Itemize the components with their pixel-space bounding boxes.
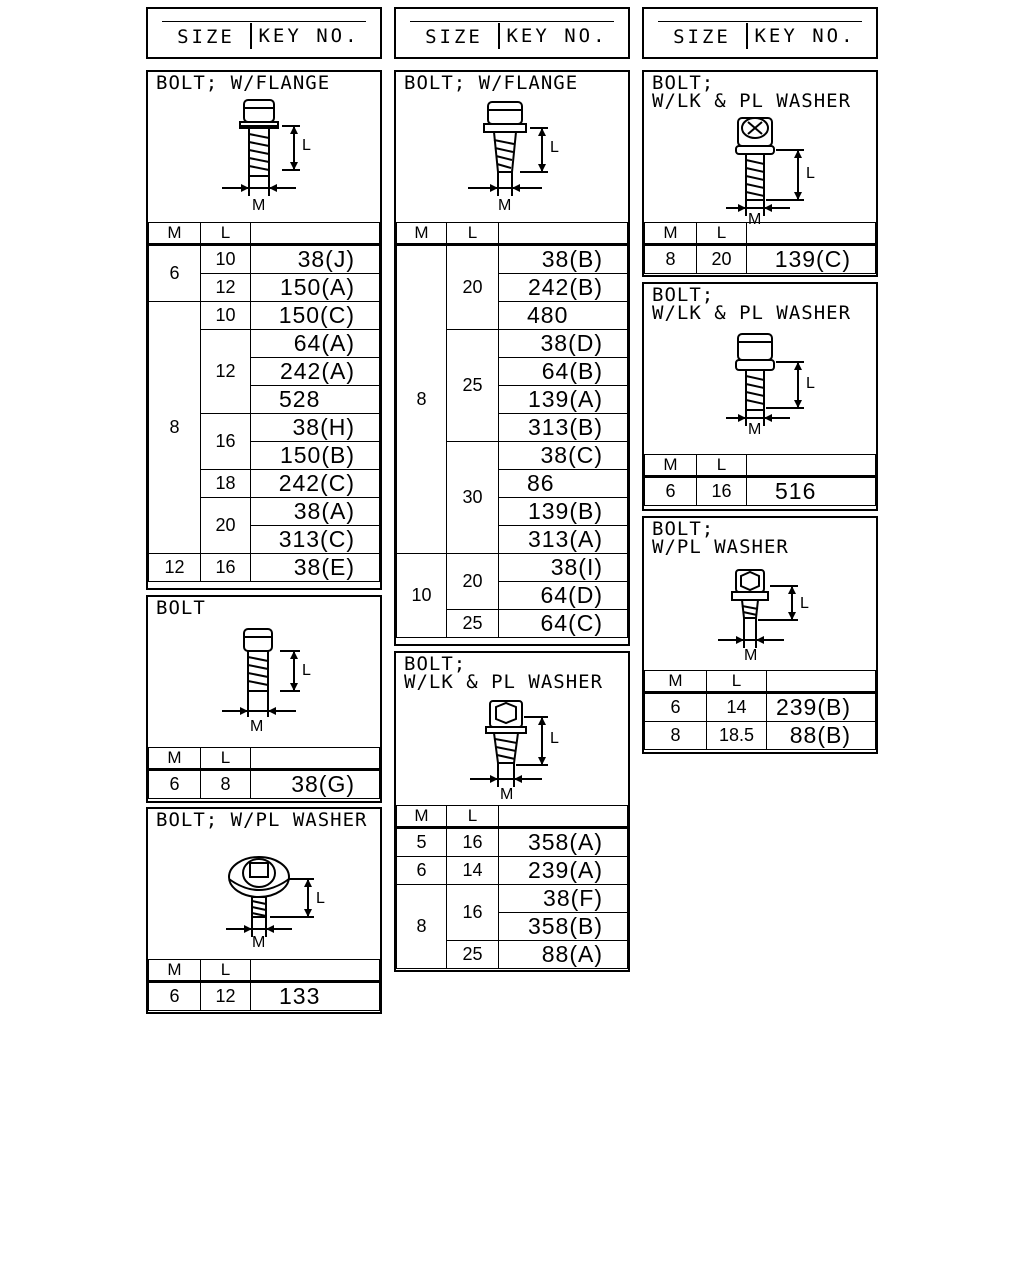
section-title: BOLT; W/LK & PL WASHER [652, 284, 852, 324]
dim-l-label: L [316, 890, 325, 907]
cell-key-no: 133 [251, 982, 380, 1011]
spec-table [396, 222, 628, 638]
cell-l: 14 [447, 857, 499, 885]
dim-m-label: M [252, 934, 266, 951]
col-key-header [251, 223, 380, 245]
dim-l-label: L [806, 165, 815, 182]
section-title: BOLT; W/FLANGE [404, 72, 579, 94]
cell-l: 14 [707, 693, 767, 722]
col-key-header [499, 223, 628, 245]
cell-m: 8 [397, 245, 447, 554]
section-title: BOLT; W/PL WASHER [156, 809, 368, 831]
section-title: BOLT; W/FLANGE [156, 72, 331, 94]
key-no-header: KEY NO. [506, 25, 608, 47]
cell-m: 6 [645, 693, 707, 722]
bolt-flange-figure [214, 98, 324, 214]
spec-table [148, 959, 380, 1011]
col-key-header [747, 223, 876, 245]
bolt-pl-washer-figure [714, 566, 824, 666]
col-m-header: M [149, 223, 201, 245]
cell-l: 16 [697, 477, 747, 506]
cell-key-no: 64(B) [499, 358, 628, 386]
dim-l-label: L [806, 375, 815, 392]
col-l-header: L [201, 748, 251, 770]
cell-key-no: 64(A) [251, 330, 380, 358]
cell-key-no: 150(C) [251, 302, 380, 330]
cell-l: 20 [447, 245, 499, 330]
cell-l: 20 [201, 498, 251, 554]
cell-key-no: 150(A) [251, 274, 380, 302]
cell-key-no: 239(B) [767, 693, 876, 722]
dim-l-label: L [302, 662, 311, 679]
cell-key-no: 139(C) [747, 245, 876, 274]
cell-key-no: 38(A) [251, 498, 380, 526]
cell-key-no: 38(H) [251, 414, 380, 442]
cell-l: 18.5 [707, 722, 767, 750]
spec-table [148, 222, 380, 582]
cell-l: 16 [201, 414, 251, 470]
cell-key-no: 86 [499, 470, 628, 498]
cell-key-no: 88(B) [767, 722, 876, 750]
cell-m: 8 [645, 722, 707, 750]
cell-m: 10 [397, 554, 447, 638]
section-bolt [146, 595, 382, 803]
cell-key-no: 64(D) [499, 582, 628, 610]
size-header: SIZE [410, 23, 500, 49]
col-key-header [499, 806, 628, 828]
col-l-header: L [201, 223, 251, 245]
col-key-header [747, 455, 876, 477]
dim-l-label: L [302, 137, 311, 154]
cell-key-no: 150(B) [251, 442, 380, 470]
dim-l-label: L [800, 595, 809, 612]
cell-l: 12 [201, 330, 251, 414]
bolt-figure [214, 625, 324, 735]
col-m-header: M [149, 748, 201, 770]
spec-table [644, 454, 876, 506]
spec-table [644, 222, 876, 274]
cell-key-no: 38(C) [499, 442, 628, 470]
col-m-header: M [397, 806, 447, 828]
spec-table [396, 805, 628, 969]
cell-l: 25 [447, 610, 499, 638]
dim-m-label: M [748, 421, 762, 438]
section-bolt-flange-a [146, 70, 382, 590]
cell-key-no: 38(E) [251, 554, 380, 582]
cell-key-no: 38(I) [499, 554, 628, 582]
cell-m: 12 [149, 554, 201, 582]
section-title: BOLT; W/LK & PL WASHER [652, 72, 852, 112]
cell-l: 10 [201, 302, 251, 330]
cell-key-no: 516 [747, 477, 876, 506]
cell-l: 25 [447, 330, 499, 442]
col-m-header: M [397, 223, 447, 245]
cell-key-no: 313(A) [499, 526, 628, 554]
col-l-header: L [447, 223, 499, 245]
col-key-header [251, 748, 380, 770]
section-title: BOLT; W/PL WASHER [652, 518, 789, 558]
cell-l: 16 [447, 885, 499, 941]
section-bolt-pl-washer-a [146, 807, 382, 1014]
section-bolt-pl-washer-c [642, 516, 878, 754]
cell-key-no: 528 [251, 386, 380, 414]
cell-l: 25 [447, 941, 499, 969]
cell-key-no: 38(G) [251, 770, 380, 799]
cell-l: 20 [697, 245, 747, 274]
cell-key-no: 139(A) [499, 386, 628, 414]
cell-m: 8 [645, 245, 697, 274]
cell-key-no: 64(C) [499, 610, 628, 638]
section-bolt-lk-pl-washer-c1 [642, 70, 878, 277]
bolt-lk-pl-washer-figure [724, 114, 834, 226]
col-l-header: L [697, 455, 747, 477]
size-header: SIZE [658, 23, 748, 49]
col-l-header: L [697, 223, 747, 245]
cell-m: 6 [149, 770, 201, 799]
key-no-header: KEY NO. [754, 25, 856, 47]
col-m-header: M [645, 455, 697, 477]
bolt-flange-figure [462, 98, 572, 214]
cell-key-no: 242(B) [499, 274, 628, 302]
dim-m-label: M [744, 647, 758, 664]
spec-table [644, 670, 876, 750]
cell-key-no: 38(D) [499, 330, 628, 358]
cell-l: 20 [447, 554, 499, 610]
col-key-header [251, 960, 380, 982]
cell-key-no: 313(B) [499, 414, 628, 442]
cell-key-no: 38(F) [499, 885, 628, 913]
cell-l: 10 [201, 245, 251, 274]
cell-l: 16 [201, 554, 251, 582]
cell-m: 5 [397, 828, 447, 857]
cell-key-no: 242(C) [251, 470, 380, 498]
size-header: SIZE [162, 23, 252, 49]
col-l-header: L [707, 671, 767, 693]
col-l-header: L [447, 806, 499, 828]
key-no-header: KEY NO. [258, 25, 360, 47]
dim-m-label: M [500, 786, 514, 803]
col-m-header: M [645, 671, 707, 693]
cell-l: 18 [201, 470, 251, 498]
spec-table [148, 747, 380, 799]
cell-key-no: 242(A) [251, 358, 380, 386]
col-m-header: M [645, 223, 697, 245]
cell-key-no: 313(C) [251, 526, 380, 554]
dim-l-label: L [550, 139, 559, 156]
dim-l-label: L [550, 730, 559, 747]
bolt-pl-washer-figure [214, 849, 334, 953]
cell-key-no: 38(B) [499, 245, 628, 274]
dim-m-label: M [498, 197, 512, 214]
cell-m: 6 [645, 477, 697, 506]
col-m-header: M [149, 960, 201, 982]
cell-key-no: 480 [499, 302, 628, 330]
cell-l: 12 [201, 982, 251, 1011]
dim-m-label: M [748, 211, 762, 226]
cell-key-no: 358(A) [499, 828, 628, 857]
section-bolt-flange-b [394, 70, 630, 646]
cell-m: 6 [397, 857, 447, 885]
cell-m: 6 [149, 982, 201, 1011]
section-title: BOLT [156, 597, 206, 619]
header-col-3 [642, 7, 878, 59]
cell-key-no: 38(J) [251, 245, 380, 274]
col-key-header [767, 671, 876, 693]
dim-m-label: M [252, 197, 266, 214]
bolt-lk-pl-washer-figure [462, 695, 572, 803]
header-col-2 [394, 7, 630, 59]
cell-l: 16 [447, 828, 499, 857]
section-bolt-lk-pl-washer-b [394, 651, 630, 972]
bolt-lk-pl-washer-figure [724, 330, 834, 442]
cell-key-no: 239(A) [499, 857, 628, 885]
cell-l: 8 [201, 770, 251, 799]
section-bolt-lk-pl-washer-c2 [642, 282, 878, 511]
cell-l: 30 [447, 442, 499, 554]
section-title: BOLT; W/LK & PL WASHER [404, 653, 604, 693]
cell-m: 8 [397, 885, 447, 969]
cell-m: 6 [149, 245, 201, 302]
cell-l: 12 [201, 274, 251, 302]
cell-m: 8 [149, 302, 201, 554]
cell-key-no: 139(B) [499, 498, 628, 526]
header-col-1 [146, 7, 382, 59]
cell-key-no: 358(B) [499, 913, 628, 941]
col-l-header: L [201, 960, 251, 982]
cell-key-no: 88(A) [499, 941, 628, 969]
dim-m-label: M [250, 718, 264, 735]
